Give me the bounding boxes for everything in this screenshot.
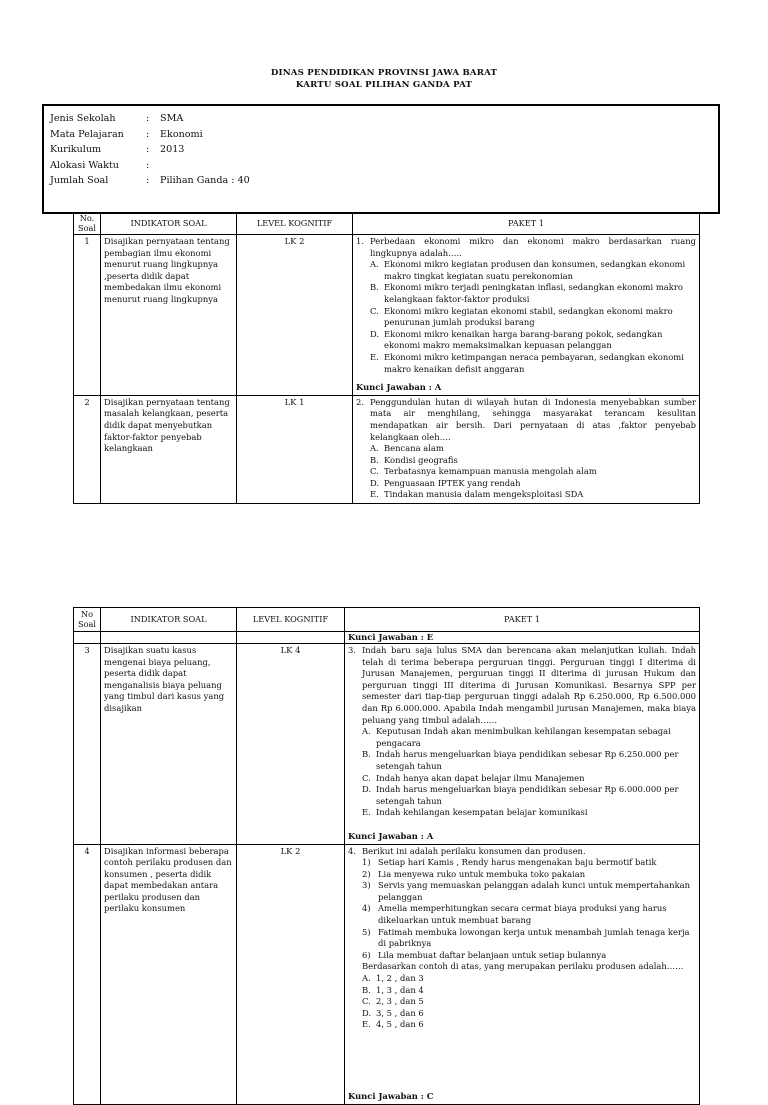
option-letter: D. — [370, 328, 380, 339]
option-text: Terbatasnya kemampuan manusia mengolah alam — [384, 466, 597, 477]
option-letter: A. — [362, 973, 371, 984]
option-text: Penguasaan IPTEK yang rendah — [384, 477, 521, 488]
option-letter: D. — [362, 1007, 372, 1018]
col-header-no: No. Soal — [74, 213, 101, 235]
statement-text: Setiap hari Kamis , Rendy harus mengenakan baju bermotif batik — [378, 857, 657, 868]
question-stem-text: Perbedaan ekonomi mikro dan ekonomi makro berdasarkan ruang lingkupnya adalah….. — [370, 236, 696, 258]
identity-value: Ekonomi — [160, 128, 203, 140]
table-row — [74, 395, 700, 503]
identity-colon: : — [146, 128, 150, 140]
option-e — [370, 352, 696, 375]
question-cell — [353, 395, 700, 503]
identity-value: SMA — [160, 113, 184, 124]
option-text: 3, 5 , dan 6 — [376, 1007, 424, 1018]
cognitive-level: LK 2 — [237, 844, 345, 1104]
option-text: Indah hanya akan dapat belajar ilmu Manajemen — [376, 772, 585, 783]
option-text: Indah kehilangan kesempatan belajar komunikasi — [376, 807, 588, 818]
option-letter: A. — [362, 726, 371, 737]
option-text: Tindakan manusia dalam mengeksploitasi SDA — [384, 489, 584, 500]
option-c — [362, 996, 696, 1008]
statement-number: 6) — [362, 949, 371, 960]
statement-item — [362, 903, 696, 926]
answer-key: Kunci Jawaban : C — [348, 1091, 434, 1101]
identity-label: Mata Pelajaran — [50, 128, 124, 140]
option-text: 1, 2 , dan 3 — [376, 973, 424, 984]
option-text: 1, 3 , dan 4 — [376, 984, 424, 995]
question-stem-number: 2. — [356, 396, 364, 407]
statement-item — [362, 950, 696, 962]
question-number: 2 — [74, 395, 101, 503]
question-stem — [356, 397, 696, 443]
option-text: Ekonomi mikro kegiatan ekonomi stabil, sedangkan ekonomi makro penurunan jumlah produksi barang — [384, 305, 673, 328]
option-text: Kondisi geografis — [384, 454, 458, 465]
cognitive-level: LK 1 — [237, 395, 353, 503]
col-header-level: LEVEL KOGNITIF — [237, 608, 345, 632]
indicator-text: Disajikan pernyataan tentang pembagian ilmu ekonomi menurut ruang lingkupnya ,peserta didik dapat membedakan ilmu ekonomi menurut ruang lingkupnya — [101, 235, 237, 396]
option-text: Ekonomi mikro terjadi peningkatan inflasi, sedangkan ekonomi makro kelangkaan faktor-faktor produksi — [384, 282, 683, 304]
empty-cell — [101, 632, 237, 644]
header-title-line1: DINAS PENDIDIKAN PROVINSI JAWA BARAT — [270, 68, 498, 78]
option-letter: D. — [362, 784, 372, 795]
question-cell — [345, 844, 700, 1104]
statement-number: 5) — [362, 926, 371, 937]
identity-value: Pilihan Ganda : 40 — [160, 175, 250, 186]
option-text: Ekonomi mikro kenaikan harga barang-barang pokok, sedangkan ekonomi makro memaksimalkan kepuasan pelanggan — [384, 328, 663, 351]
statement-text: Lia menyewa ruko untuk membuka toko pakaian — [378, 868, 586, 879]
option-d — [370, 478, 696, 490]
answer-key: Kunci Jawaban : A — [356, 382, 442, 393]
option-text: 2, 3 , dan 5 — [376, 996, 424, 1007]
identity-colon: : — [146, 113, 150, 124]
statement-text: Fatimah membuka lowongan kerja untuk menambah jumlah tenaga kerja di pabriknya — [378, 926, 690, 949]
option-a — [370, 259, 696, 282]
identity-row-subject — [50, 127, 712, 143]
option-c — [370, 466, 696, 478]
question-number: 4 — [74, 844, 101, 1104]
statement-number: 4) — [362, 903, 371, 914]
identity-colon: : — [146, 144, 150, 155]
option-letter: C. — [362, 996, 371, 1007]
question-table-2 — [73, 607, 700, 1105]
option-letter: E. — [362, 1019, 371, 1030]
table-row — [74, 632, 700, 644]
indicator-text: Disajikan informasi beberapa contoh perilaku produsen dan konsumen , peserta didik dapat membedakan antara perilaku produsen dan perilaku konsumen — [101, 844, 237, 1104]
question-stem-number: 4. — [348, 845, 356, 856]
option-text: 4, 5 , dan 6 — [376, 1019, 424, 1030]
question-number: 3 — [74, 644, 101, 845]
identity-label: Kurikulum — [50, 144, 102, 155]
identity-colon: : — [146, 175, 150, 186]
option-e — [370, 489, 696, 501]
option-text: Bencana alam — [384, 443, 444, 454]
col-header-no: No Soal — [74, 608, 101, 632]
question-cell — [345, 644, 700, 845]
empty-cell — [74, 632, 101, 644]
question-stem-text: Berikut ini adalah perilaku konsumen dan produsen. — [362, 845, 586, 856]
option-letter: C. — [362, 772, 371, 783]
option-c — [362, 773, 696, 785]
indicator-text: Disajikan suatu kasus mengenai biaya peluang, peserta didik dapat menganalisis biaya peluang yang timbul dari kasus yang disajikan — [101, 644, 237, 845]
option-text: Ekonomi mikro ketimpangan neraca pembayaran, sedangkan ekonomi makro kenaikan defisit anggaran — [384, 351, 684, 374]
table-row — [74, 844, 700, 1104]
statement-item — [362, 880, 696, 903]
question-stem-after: Berdasarkan contoh di atas, yang merupakan perilaku produsen adalah…… — [362, 961, 684, 972]
statement-text: Lila membuat daftar belanjaan untuk setiap bulannya — [378, 949, 607, 960]
question-stem-number: 1. — [356, 236, 364, 246]
col-header-indikator: INDIKATOR SOAL — [101, 608, 237, 632]
option-letter: E. — [370, 351, 379, 362]
identity-label: Alokasi Waktu — [50, 159, 119, 171]
option-text: Keputusan Indah akan menimbulkan kehilangan kesempatan sebagai pengacara — [376, 726, 671, 748]
identity-row-time — [50, 158, 712, 174]
question-stem — [348, 645, 696, 726]
option-a — [362, 726, 696, 749]
statement-number: 3) — [362, 880, 371, 891]
table-row — [74, 235, 700, 396]
statement-item — [362, 857, 696, 869]
option-a — [370, 443, 696, 455]
statement-text: Amelia memperhitungkan secara cermat biaya produksi yang harus dikeluarkan untuk membuat barang — [378, 903, 667, 926]
identity-label: Jumlah Soal — [50, 175, 109, 186]
identity-row-question-count — [50, 173, 712, 189]
question-stem — [356, 236, 696, 259]
option-letter: B. — [362, 749, 371, 760]
option-letter: B. — [362, 984, 371, 995]
option-d — [362, 1008, 696, 1020]
option-b — [370, 282, 696, 305]
col-header-paket: PAKET 1 — [353, 213, 700, 235]
option-letter: A. — [370, 259, 379, 270]
answer-key: Kunci Jawaban : A — [348, 830, 434, 841]
question-number: 1 — [74, 235, 101, 396]
question-stem-text: Penggundulan hutan di wilayah hutan di Indonesia menyebabkan sumber mata air menghilang, sehingga masyarakat terancam kesulitan mendapatkan air bersih. Dari pernyataan di atas ,faktor penyebab kelangkaan oleh…. — [370, 396, 696, 442]
indicator-text: Disajikan pernyataan tentang masalah kelangkaan, peserta didik dapat menyebutkan faktor-faktor penyebab kelangkaan — [101, 395, 237, 503]
option-text: Indah harus mengeluarkan biaya pendidikan sebesar Rp 6.250.000 per setengah tahun — [376, 749, 679, 771]
statement-number: 2) — [362, 868, 371, 879]
statement-number: 1) — [362, 857, 371, 868]
statement-text: Servis yang memuaskan pelanggan adalah kunci untuk mempertahankan pelanggan — [378, 880, 691, 902]
option-d — [370, 329, 696, 352]
question-cell — [353, 235, 700, 396]
cognitive-level: LK 4 — [237, 644, 345, 845]
option-letter: B. — [370, 282, 379, 293]
option-letter: D. — [370, 477, 380, 488]
question-stem-text: Indah baru saja lulus SMA dan berencana akan melanjutkan kuliah. Indah telah di terima beberapa perguruan tinggi. Perguruan tinggi I diterima di Jurusan Manajemen, perguruan tinggi II diterima di jurusan Hukum dan perguruan tinggi III diterima di Jurusan Komunikasi. Besarnya SPP per semester dari tiap-tiap perguruan tinggi adalah Rp 6.250.000, Rp 6.500.000 dan Rp 6.000.000. Apabila Indah mengambil jurusan Manajemen, maka biaya peluang yang timbul adalah…… — [362, 645, 696, 725]
question-stem — [348, 846, 696, 858]
option-letter: A. — [370, 443, 379, 454]
option-d — [362, 784, 696, 807]
statement-item — [362, 927, 696, 950]
option-letter: C. — [370, 305, 379, 316]
statement-item — [362, 869, 696, 881]
col-header-indikator: INDIKATOR SOAL — [101, 213, 237, 235]
option-text: Indah harus mengeluarkan biaya pendidikan sebesar Rp 6.000.000 per setengah tahun — [376, 784, 679, 806]
identity-box — [42, 104, 720, 214]
option-e — [362, 807, 696, 819]
identity-row-curriculum — [50, 142, 712, 158]
cognitive-level: LK 2 — [237, 235, 353, 396]
option-c — [370, 306, 696, 329]
option-b — [370, 455, 696, 467]
col-header-level: LEVEL KOGNITIF — [237, 213, 353, 235]
option-b — [362, 985, 696, 997]
answer-key: Kunci Jawaban : E — [345, 632, 700, 644]
option-letter: C. — [370, 466, 379, 477]
empty-cell — [237, 632, 345, 644]
identity-value: 2013 — [160, 144, 185, 155]
option-letter: B. — [370, 454, 379, 465]
table-row — [74, 644, 700, 845]
col-header-paket: PAKET 1 — [345, 608, 700, 632]
option-b — [362, 749, 696, 772]
identity-row-school-type — [50, 111, 712, 127]
option-a — [362, 973, 696, 985]
header-title-line2: KARTU SOAL PILIHAN GANDA PAT — [295, 80, 473, 90]
identity-label: Jenis Sekolah — [50, 113, 116, 124]
question-table-1 — [73, 212, 700, 504]
option-letter: E. — [370, 489, 379, 500]
option-e — [362, 1019, 696, 1031]
identity-colon: : — [146, 159, 150, 171]
option-letter: E. — [362, 807, 371, 818]
option-text: Ekonomi mikro kegiatan produsen dan konsumen, sedangkan ekonomi makro tingkat kegiatan suatu perekonomian — [384, 259, 686, 281]
question-stem-number: 3. — [348, 645, 356, 655]
